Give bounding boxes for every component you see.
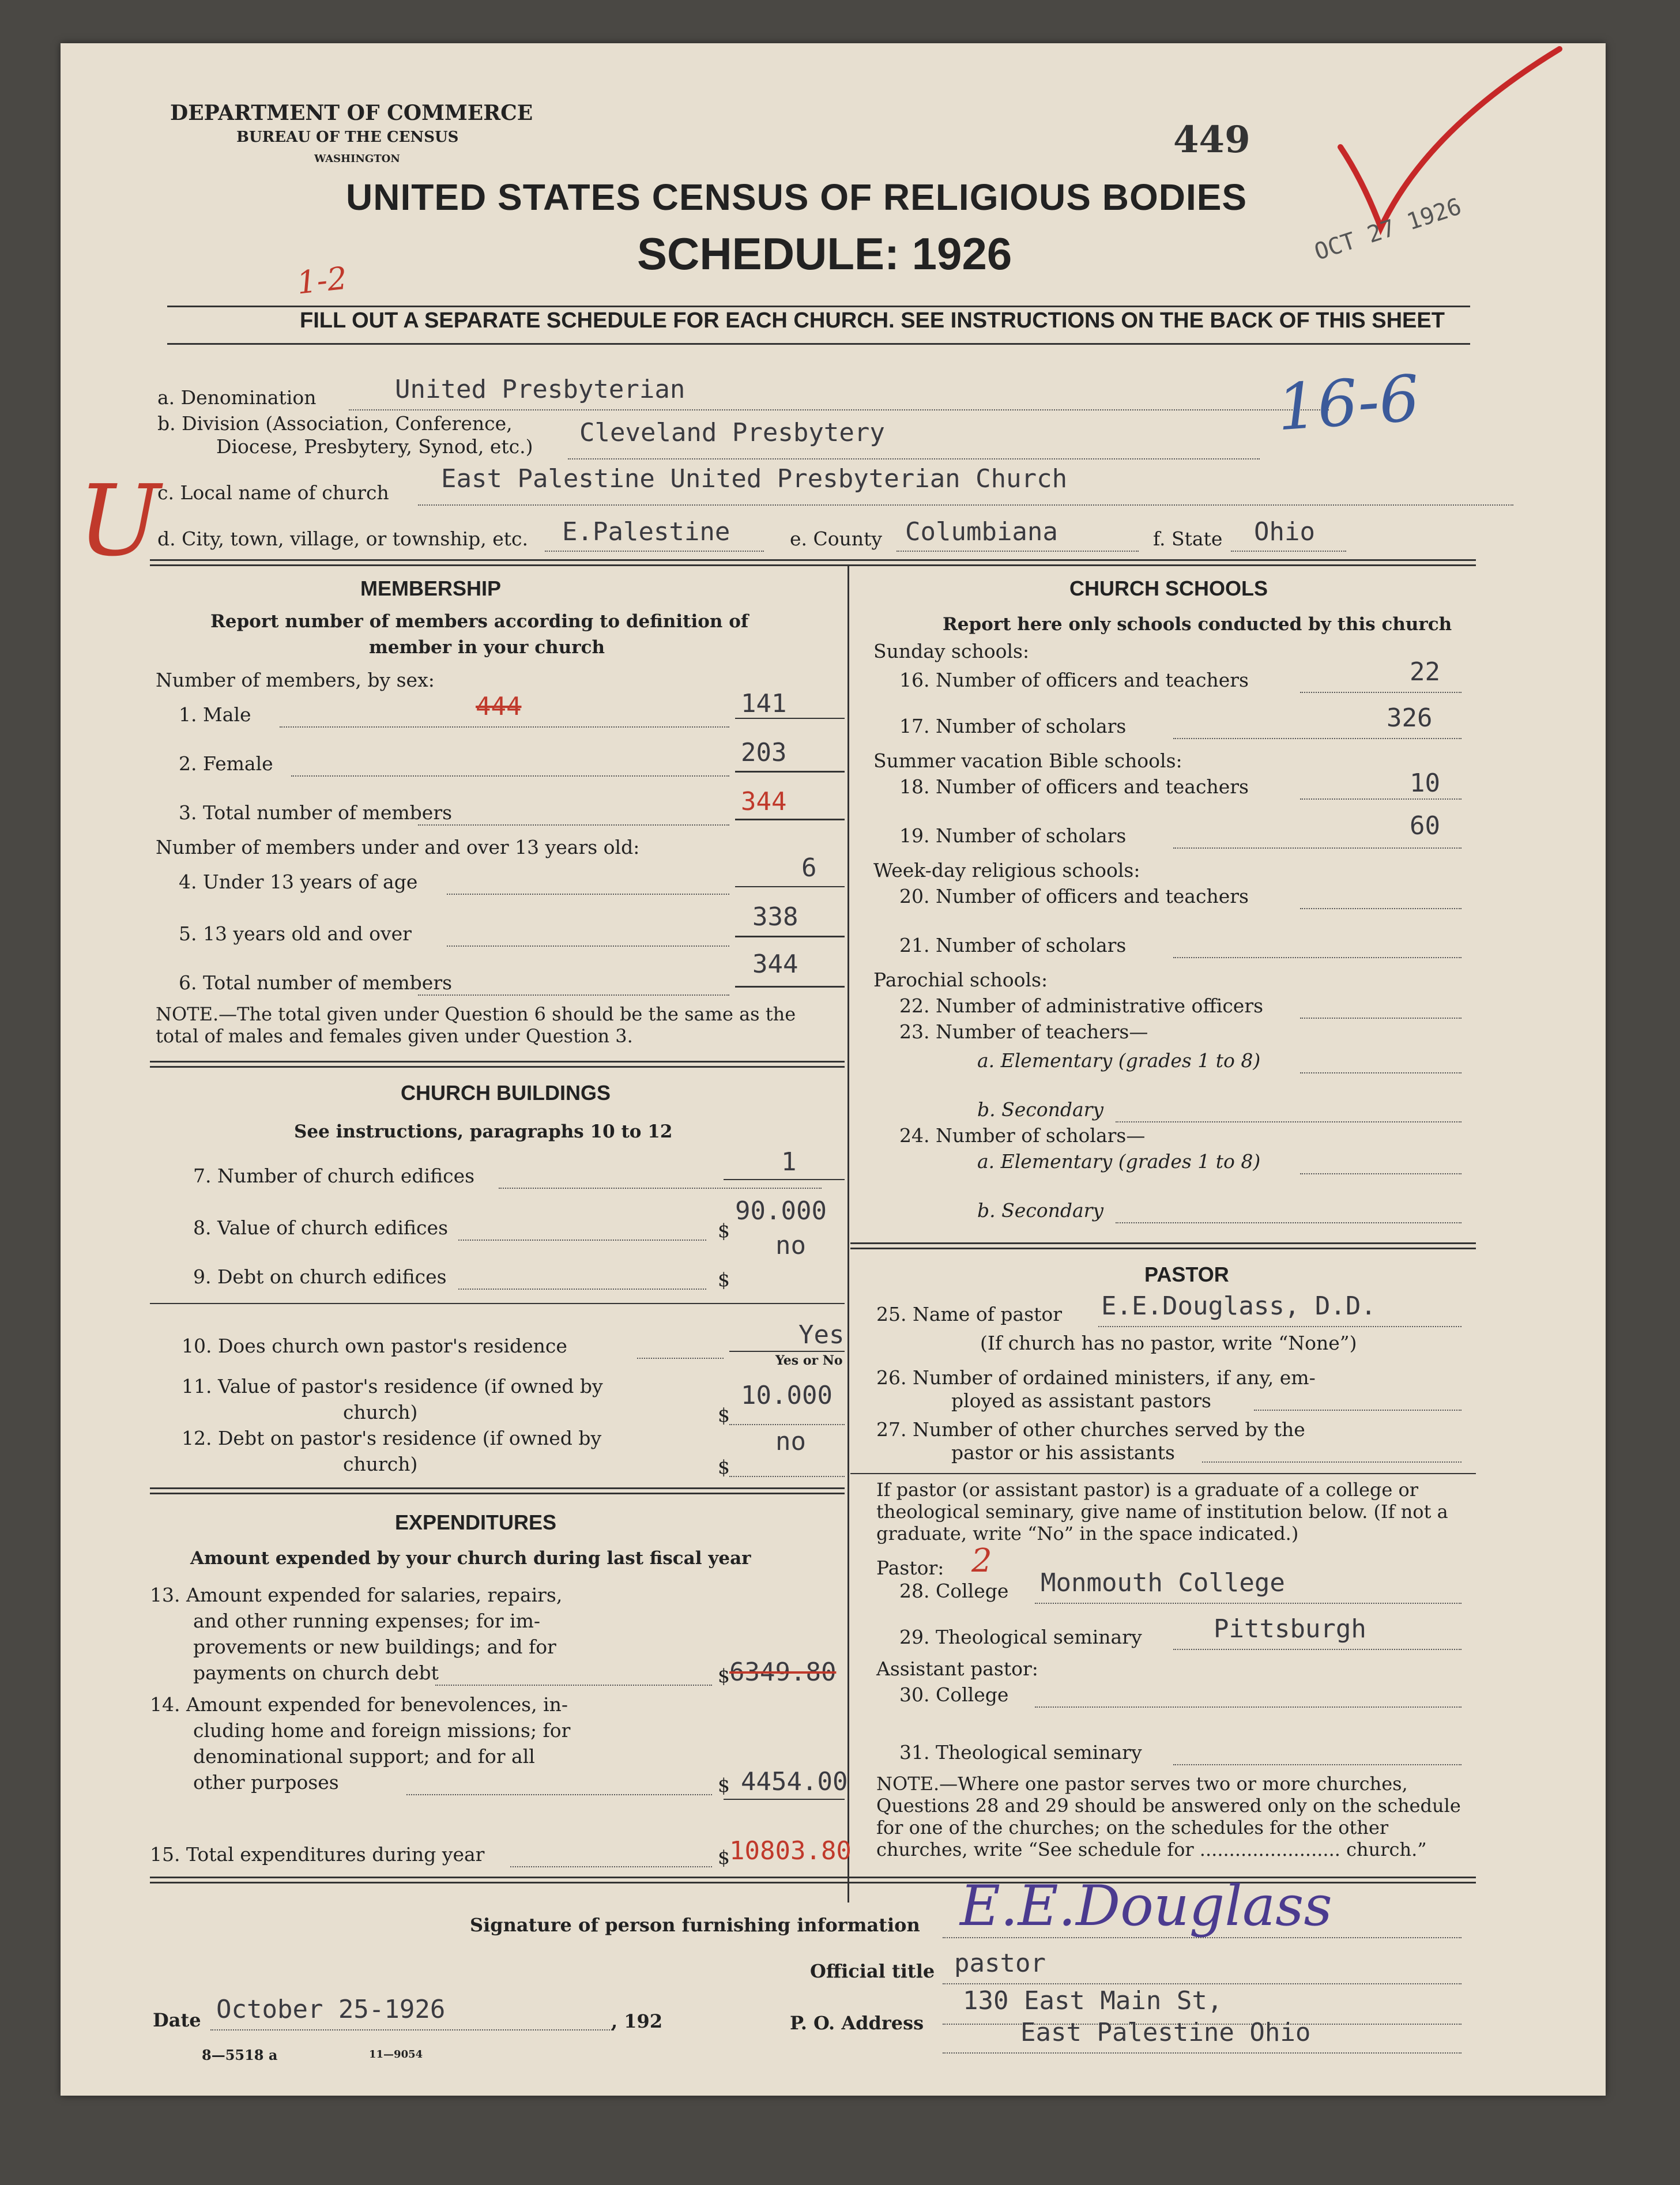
county-field[interactable]: Columbiana (905, 517, 1058, 547)
division-label-2: Diocese, Presbytery, Synod, etc.) (216, 435, 533, 458)
q9-dollar: $ (718, 1268, 730, 1291)
q15-label: 15. Total expenditures during year (150, 1843, 485, 1866)
q1-male-field[interactable]: 141 (741, 689, 787, 718)
state-label: f. State (1153, 528, 1223, 550)
q19-field[interactable]: 60 (1410, 811, 1440, 841)
buildings-separator (150, 1487, 845, 1494)
q23a-label: a. Elementary (grades 1 to 8) (977, 1049, 1261, 1072)
membership-subtitle-1: Report number of members according to definition of (210, 611, 749, 632)
q28-college-field[interactable]: Monmouth College (1041, 1568, 1285, 1598)
county-label: e. County (790, 528, 883, 550)
q7-edifices-field[interactable]: 1 (781, 1147, 797, 1177)
division-field[interactable]: Cleveland Presbytery (579, 418, 885, 447)
schools-subtitle: Report here only schools conducted by this church (943, 614, 1452, 635)
q1-struck-value: 444 (476, 692, 522, 721)
q14-value-field[interactable]: 4454.00 (741, 1767, 848, 1796)
q24a-label: a. Elementary (grades 1 to 8) (977, 1150, 1261, 1173)
q4-label: 4. Under 13 years of age (179, 871, 418, 893)
q25-hint: (If church has no pastor, write “None”) (980, 1332, 1357, 1354)
q25-pastor-name-field[interactable]: E.E.Douglass, D.D. (1101, 1291, 1376, 1321)
q29-label: 29. Theological seminary (899, 1626, 1142, 1648)
membership-note: NOTE.—The total given under Question 6 should be the same as the total of males and females given under Question 3. (156, 1003, 796, 1047)
graduate-note: If pastor (or assistant pastor) is a graduate of a college or theological seminary, give name of institution below. (If not a graduate, write “No” in the space indicated.) (876, 1479, 1448, 1544)
address-line-1-field[interactable]: 130 East Main St, (963, 1986, 1223, 2016)
q11-label-2: church) (343, 1401, 418, 1423)
q18-field[interactable]: 10 (1410, 768, 1440, 798)
membership-title: MEMBERSHIP (360, 577, 502, 600)
date-label: Date (153, 2009, 201, 2031)
instruction-banner: FILL OUT A SEPARATE SCHEDULE FOR EACH CHURCH. SEE INSTRUCTIONS ON THE BACK OF THIS SHEET (300, 308, 1445, 333)
q12-label-1: 12. Debt on pastor's residence (if owned by (182, 1427, 602, 1449)
q3-label: 3. Total number of members (179, 801, 453, 824)
q5-over13-field[interactable]: 338 (752, 902, 798, 932)
q24b-label: b. Secondary (977, 1199, 1104, 1222)
q26-label-1: 26. Number of ordained ministers, if any, em- (876, 1366, 1316, 1389)
q16-field[interactable]: 22 (1410, 657, 1440, 687)
q13-label-2: and other running expenses; for im- (193, 1610, 541, 1632)
date-year-suffix: , 192 (611, 2010, 663, 2032)
q27-label-2: pastor or his assistants (951, 1441, 1175, 1464)
city-name: WASHINGTON (314, 153, 400, 165)
q6-label: 6. Total number of members (179, 971, 453, 994)
q12-dollar: $ (718, 1456, 730, 1478)
schedule-year: SCHEDULE: 1926 (637, 228, 1012, 279)
q14-label-4: other purposes (193, 1771, 339, 1794)
q18-label: 18. Number of officers and teachers (899, 775, 1249, 798)
q10-residence-field[interactable]: Yes (798, 1320, 845, 1350)
po-address-label: P. O. Address (790, 2012, 924, 2034)
buildings-title: CHURCH BUILDINGS (401, 1081, 611, 1105)
pastor-note: NOTE.—Where one pastor serves two or more churches, Questions 28 and 29 should be answered only on the schedule for one of the churches; on the schedules for the other churches, write “See schedule for ........................ church.” (876, 1773, 1461, 1860)
q14-label-2: cluding home and foreign missions; for (193, 1719, 571, 1742)
assistant-subheader: Assistant pastor: (876, 1657, 1038, 1680)
code-mark: 16-6 (1274, 361, 1422, 445)
denomination-label: a. Denomination (157, 386, 317, 409)
q14-dollar: $ (718, 1774, 730, 1796)
q14-label-3: denominational support; and for all (193, 1745, 535, 1768)
church-name-field[interactable]: East Palestine United Presbyterian Church (441, 464, 1068, 493)
q13-label-4: payments on church debt (193, 1662, 439, 1684)
q20-label: 20. Number of officers and teachers (899, 885, 1249, 907)
schools-title: CHURCH SCHOOLS (1069, 577, 1268, 600)
q13-value-field[interactable]: 6349.80 (729, 1657, 837, 1687)
q11-label-1: 11. Value of pastor's residence (if owned by (182, 1375, 603, 1397)
parochial-header: Parochial schools: (873, 969, 1048, 991)
q13-label-3: provements or new buildings; and for (193, 1636, 556, 1658)
buildings-subtitle: See instructions, paragraphs 10 to 12 (294, 1121, 673, 1142)
q11-dollar: $ (718, 1404, 730, 1426)
official-title-field[interactable]: pastor (954, 1949, 1046, 1978)
pastor-subheader: Pastor: (876, 1557, 944, 1579)
members-by-sex-label: Number of members, by sex: (156, 669, 435, 691)
pastor-title: PASTOR (1144, 1263, 1229, 1286)
q17-label: 17. Number of scholars (899, 715, 1127, 737)
city-label: d. City, town, village, or township, etc. (157, 528, 529, 550)
q19-label: 19. Number of scholars (899, 824, 1127, 847)
denomination-field[interactable]: United Presbyterian (395, 375, 685, 404)
q23-label: 23. Number of teachers— (899, 1020, 1148, 1043)
q10-hint: Yes or No (775, 1353, 843, 1368)
q3-total-field[interactable]: 344 (741, 787, 787, 816)
q31-label: 31. Theological seminary (899, 1741, 1142, 1764)
q4-under13-field[interactable]: 6 (801, 853, 817, 883)
summer-header: Summer vacation Bible schools: (873, 749, 1182, 772)
q25-label: 25. Name of pastor (876, 1303, 1063, 1325)
bureau-name: BUREAU OF THE CENSUS (236, 129, 459, 146)
dept-name: DEPARTMENT OF COMMERCE (170, 101, 533, 125)
column-divider (847, 565, 849, 1903)
print-number: 11—9054 (369, 2048, 423, 2060)
age-header: Number of members under and over 13 years old: (156, 836, 640, 858)
q15-dollar: $ (718, 1846, 730, 1868)
q9-value-field[interactable]: no (775, 1231, 806, 1260)
q13-label-1: 13. Amount expended for salaries, repairs, (150, 1584, 563, 1606)
q28-label: 28. College (899, 1580, 1009, 1602)
expenditures-title: EXPENDITURES (395, 1510, 557, 1534)
q9-label: 9. Debt on church edifices (193, 1265, 447, 1288)
form-number: 8—5518 a (202, 2047, 278, 2063)
pastor-mark: 2 (971, 1542, 992, 1580)
q13-dollar: $ (718, 1664, 730, 1687)
q15-total-field[interactable]: 10803.80 (729, 1836, 852, 1866)
state-field[interactable]: Ohio (1254, 517, 1315, 547)
q17-field[interactable]: 326 (1387, 703, 1433, 733)
q8-value-field[interactable]: 90.000 (735, 1196, 827, 1226)
sunday-header: Sunday schools: (873, 640, 1030, 662)
q7-label: 7. Number of church edifices (193, 1165, 475, 1187)
q21-label: 21. Number of scholars (899, 934, 1127, 956)
q10-label: 10. Does church own pastor's residence (182, 1335, 567, 1357)
census-schedule-sheet (61, 43, 1606, 2096)
q29-seminary-field[interactable]: Pittsburgh (1214, 1614, 1366, 1644)
ident-separator (150, 559, 1476, 566)
q12-value-field[interactable]: no (775, 1427, 806, 1456)
q24-label: 24. Number of scholars— (899, 1124, 1146, 1147)
city-field[interactable]: E.Palestine (562, 517, 730, 547)
weekday-header: Week-day religious schools: (873, 859, 1140, 881)
q12-label-2: church) (343, 1453, 418, 1475)
q5-label: 5. 13 years old and over (179, 922, 412, 945)
header-rule-top (167, 306, 1470, 307)
membership-separator (150, 1061, 845, 1068)
address-line-2-field[interactable]: East Palestine Ohio (1020, 2018, 1311, 2047)
q30-label: 30. College (899, 1683, 1009, 1706)
q11-value-field[interactable]: 10.000 (741, 1381, 833, 1410)
form-title: UNITED STATES CENSUS OF RELIGIOUS BODIES (346, 176, 1248, 218)
q26-label-2: ployed as assistant pastors (951, 1389, 1211, 1412)
membership-subtitle-2: member in your church (369, 637, 605, 658)
q27-label-1: 27. Number of other churches served by the (876, 1418, 1305, 1441)
header-rule-bottom (167, 343, 1470, 345)
division-label-1: b. Division (Association, Conference, (157, 412, 513, 435)
q22-label: 22. Number of administrative officers (899, 994, 1264, 1017)
official-title-label: Official title (810, 1960, 935, 1982)
serial-number: 449 (1173, 118, 1250, 161)
q8-label: 8. Value of church edifices (193, 1216, 449, 1239)
signature-field[interactable]: E.E.Douglass (960, 1874, 1332, 1938)
margin-mark: 1-2 (295, 259, 349, 302)
q8-dollar: $ (718, 1219, 730, 1242)
q2-label: 2. Female (179, 752, 273, 775)
received-date-stamp: OCT 27 1926 (1311, 193, 1465, 266)
signature-label: Signature of person furnishing information (470, 1914, 920, 1936)
q6-total-field[interactable]: 344 (752, 950, 798, 979)
schools-separator (850, 1242, 1476, 1249)
side-mark: U (78, 464, 161, 578)
q1-label: 1. Male (179, 703, 251, 726)
q23b-label: b. Secondary (977, 1098, 1104, 1121)
q14-label-1: 14. Amount expended for benevolences, in- (150, 1693, 568, 1716)
q2-female-field[interactable]: 203 (741, 738, 787, 767)
expenditures-subtitle: Amount expended by your church during last fiscal year (190, 1548, 751, 1569)
date-field[interactable]: October 25-1926 (216, 1995, 446, 2024)
church-name-label: c. Local name of church (157, 481, 389, 504)
q16-label: 16. Number of officers and teachers (899, 669, 1249, 691)
